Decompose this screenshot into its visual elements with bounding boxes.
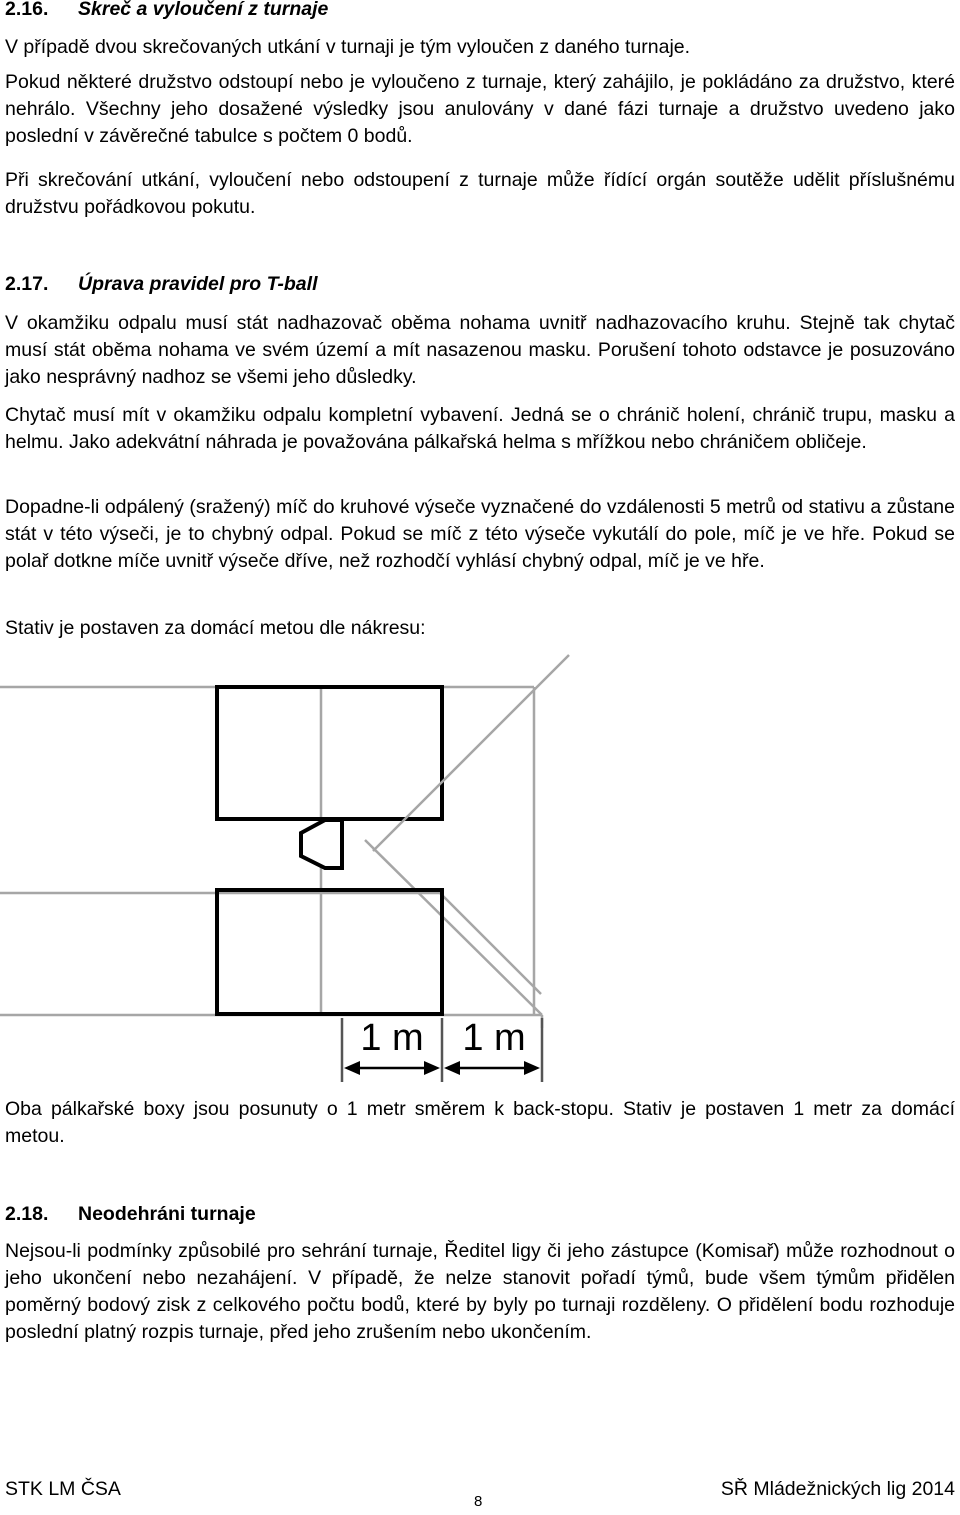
section-2-18-heading	[5, 1201, 955, 1228]
paragraph: Dopadne-li odpálený (sražený) míč do kruhové výseče vyznačené do vzdálenosti 5 metrů od stativu a zůstane stát v této výseči, je to chybný odpal. Pokud se míč z této výseče vykutálí do pole, míč je ve hře. Pokud se polař dotkne míče uvnitř výseče dříve, než rozhodčí vyhlásí chybný odpal, míč je ve hře.	[5, 496, 955, 572]
section-number: 2.18.	[5, 1203, 49, 1225]
section-number: 2.17.	[5, 273, 49, 295]
dimension-label-right: 1 m	[462, 1017, 526, 1059]
section-2-17-heading	[5, 271, 955, 298]
paragraph: Pokud některé družstvo odstoupí nebo je vyloučeno z turnaje, který zahájilo, je pokládáno za družstvo, které nehrálo. Všechny jeho dosažené výsledky jsou anulovány v dané fázi turnaje a družstvo uvedeno jako poslední v závěrečné tabulce s počtem 0 bodů.	[5, 71, 955, 147]
section-title: Úprava pravidel pro T-ball	[78, 273, 318, 295]
paragraph: Oba pálkařské boxy jsou posunuty o 1 metr směrem k back-stopu. Stativ je postaven 1 metr za domácí metou.	[5, 1098, 955, 1147]
paragraph: Nejsou-li podmínky způsobilé pro sehrání turnaje, Ředitel ligy či jeho zástupce (Komisař) může rozhodnout o jeho ukončení nebo nezahájení. V případě, že nelze stanovit pořadí týmů, bude všem týmům přidělen poměrný bodový zisk z celkového počtu bodů, které by byly po turnaji rozděleny. O přidělení bodu rozhoduje poslední platný rozpis turnaje, před jeho zrušením nebo ukončením.	[5, 1240, 955, 1343]
paragraph: Chytač musí mít v okamžiku odpalu kompletní vybavení. Jedná se o chránič holení, chránič trupu, masku a helmu. Jako adekvátní náhrada je považována pálkařská helma s mřížkou nebo chráničem obličeje.	[5, 404, 955, 453]
dimension-label-left: 1 m	[360, 1017, 424, 1059]
arrow-head	[424, 1061, 440, 1075]
gray-diagonal	[440, 893, 541, 994]
arrow-head	[344, 1061, 360, 1075]
paragraph: V okamžiku odpalu musí stát nadhazovač oběma nohama uvnitř nadhazovacího kruhu. Stejně tak chytač musí stát oběma nohama ve svém území a mít nasazenou masku. Porušení tohoto odstavce je posuzováno jako nesprávný nadhoz se všemi jeho důsledky.	[5, 312, 955, 388]
paragraph: Při skrečování utkání, vyloučení nebo odstoupení z turnaje může řídící orgán soutěže udělit příslušnému družstvu pořádkovou pokutu.	[5, 169, 955, 218]
section-2-16-heading	[5, 0, 955, 23]
gray-diagonal	[365, 840, 542, 1015]
footer-right: SŘ Mládežnických lig 2014	[720, 1478, 955, 1500]
section-number: 2.16.	[5, 0, 49, 20]
paragraph: Stativ je postaven za domácí metou dle nákresu:	[5, 617, 426, 639]
section-title: Skreč a vyloučení z turnaje	[78, 0, 329, 20]
section-title: Neodehráni turnaje	[78, 1203, 256, 1225]
batter-box-top	[217, 687, 442, 819]
arrow-head	[444, 1061, 460, 1075]
arrow-head	[524, 1061, 540, 1075]
page-number: 8	[474, 1493, 483, 1510]
batter-box-bottom	[217, 890, 442, 1014]
gray-diagonal	[373, 655, 569, 851]
reference-lines	[0, 687, 542, 1028]
batting-area-diagram	[0, 640, 960, 1090]
paragraph: V případě dvou skrečovaných utkání v turnaji je tým vyloučen z daného turnaje.	[5, 36, 691, 58]
home-plate	[301, 820, 342, 868]
footer-left: STK LM ČSA	[5, 1478, 121, 1500]
